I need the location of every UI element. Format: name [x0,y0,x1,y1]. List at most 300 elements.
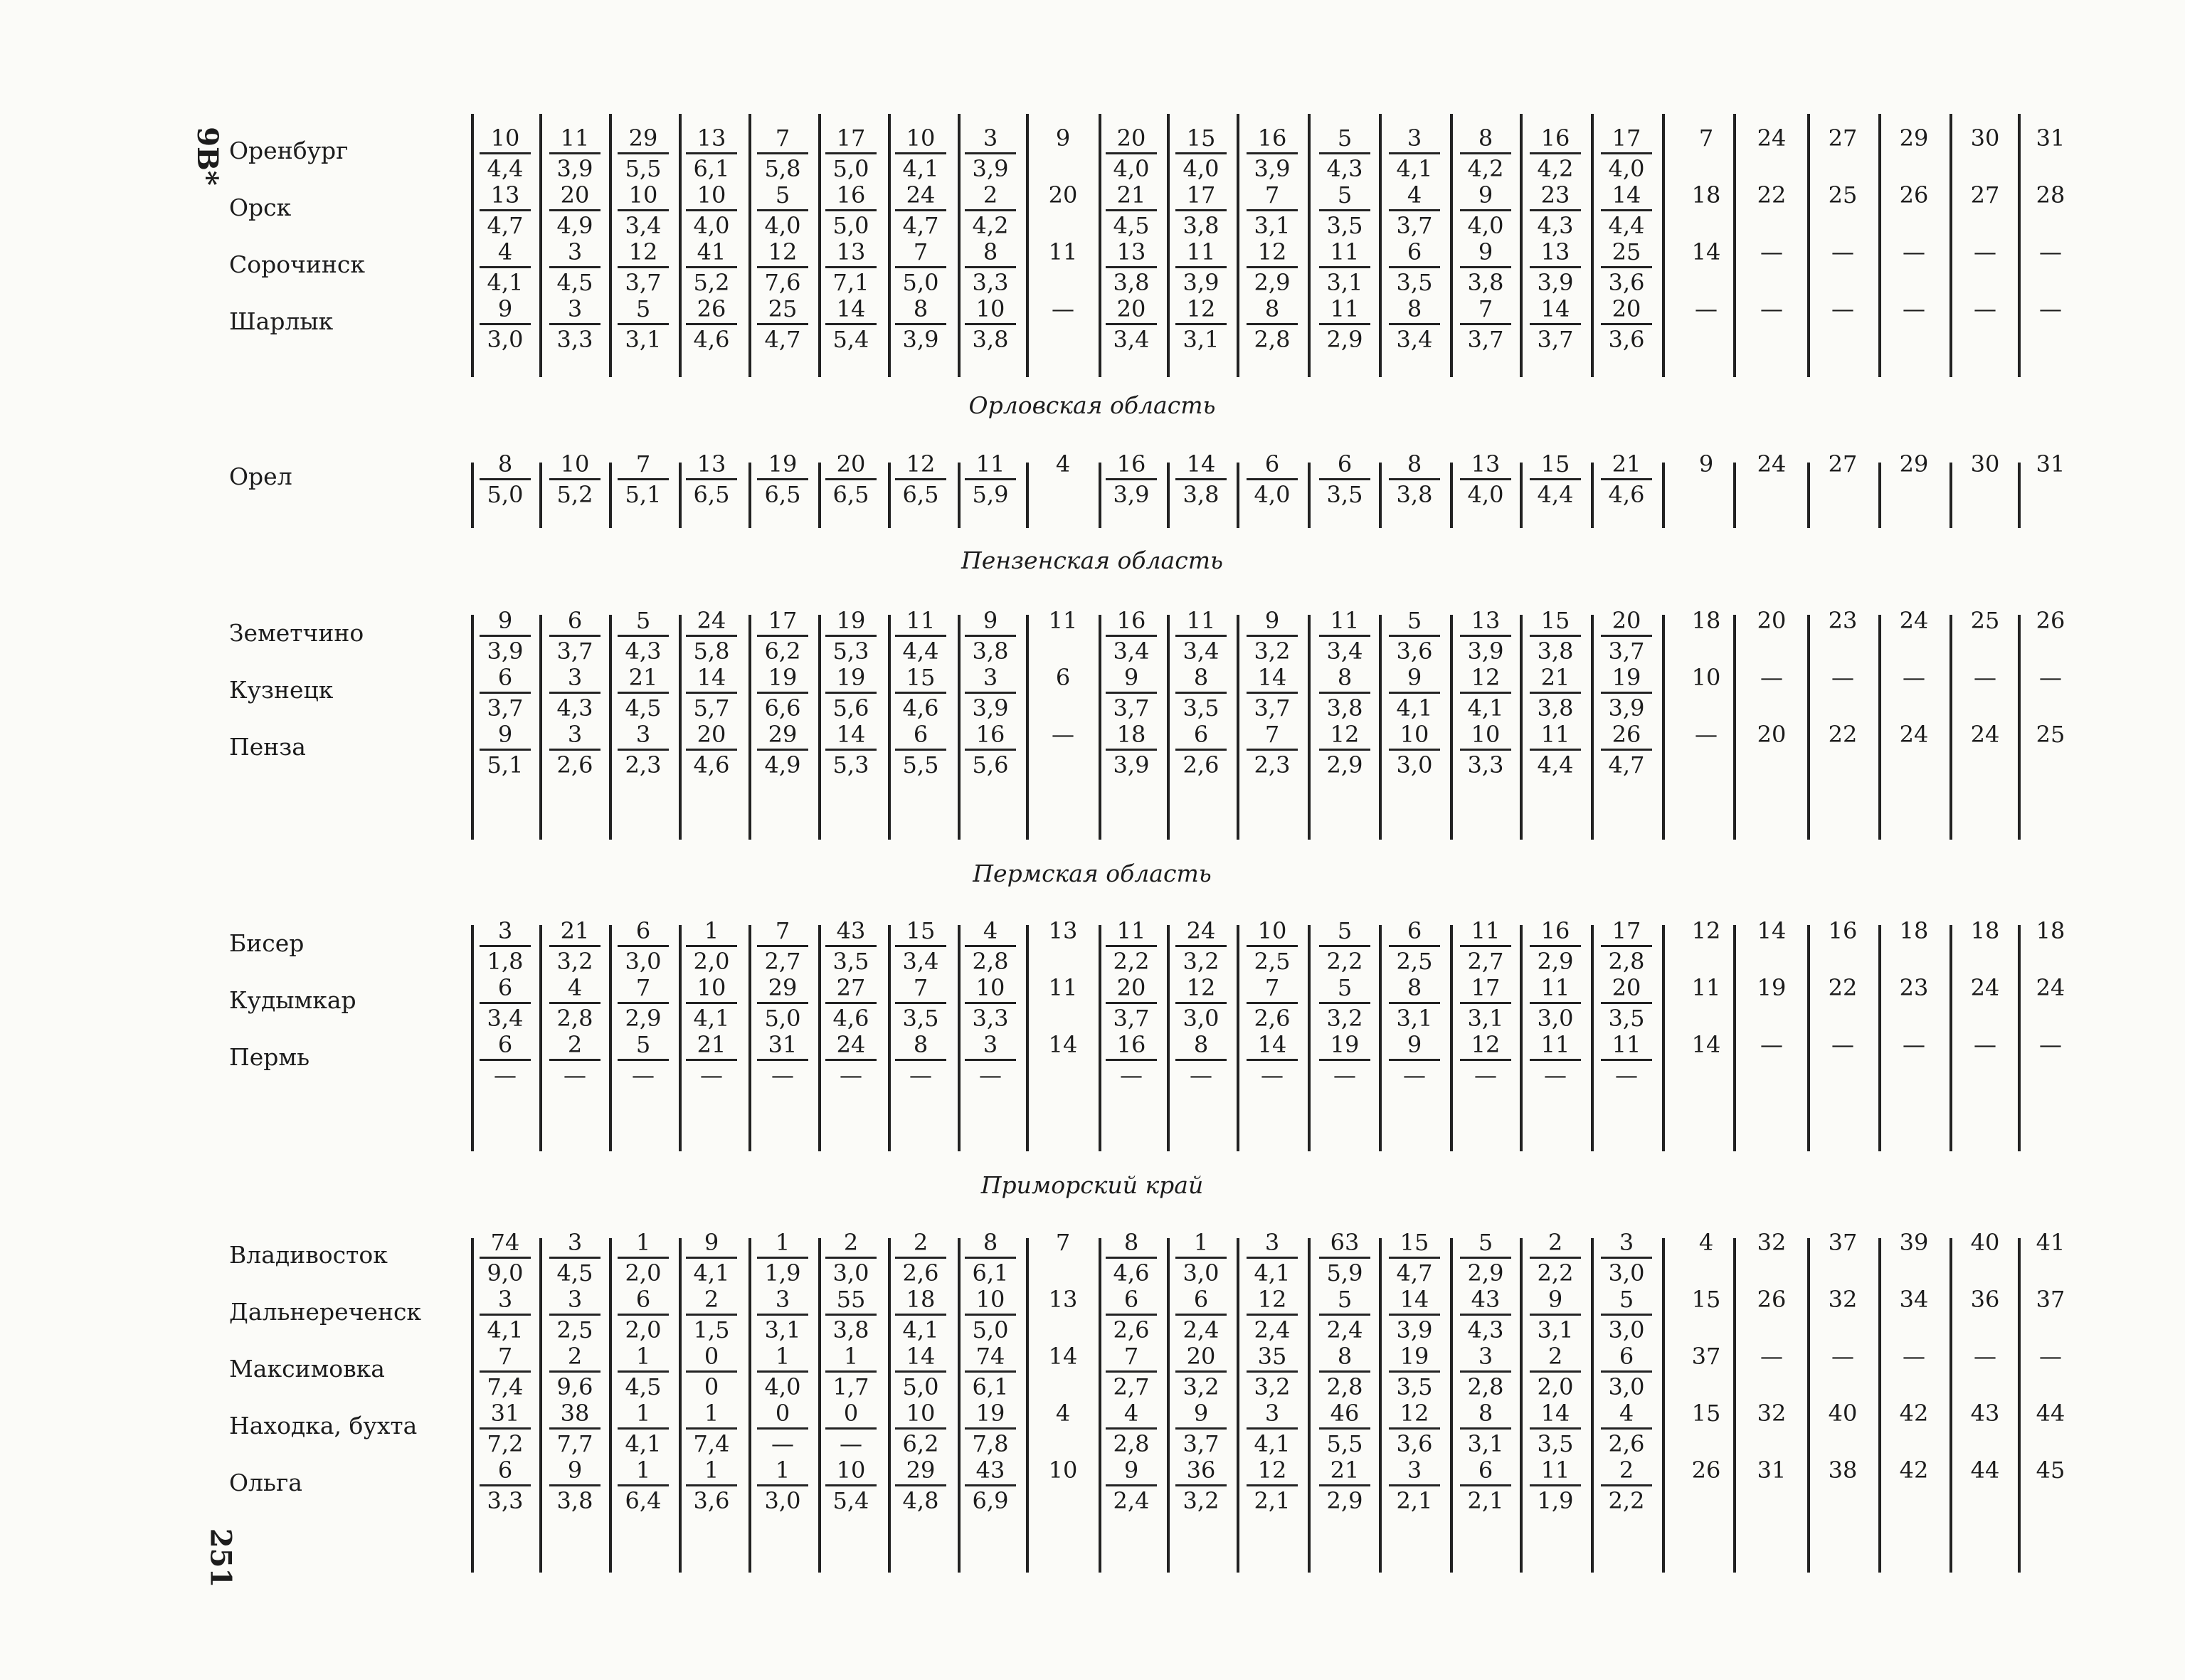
fraction-cell [1386,1228,1443,1287]
value-cell: 4 [1698,1229,1714,1256]
fraction-cell [477,720,534,779]
column-rule [958,1238,961,1573]
fraction-denominator: 2,4 [1113,1487,1150,1514]
fraction-numerator: 6 [1264,450,1280,477]
fraction-denominator: 6,5 [902,481,939,508]
fraction-denominator: 3,7 [556,638,593,665]
region-title: Приморский край [980,1171,1204,1199]
fraction-cell [1244,916,1301,976]
value-cell: 15 [1691,1400,1721,1427]
column-rule [1026,1238,1029,1573]
fraction-numerator: 12 [1471,1031,1501,1058]
fraction-numerator: 16 [1540,125,1570,152]
fraction-denominator: 6,2 [902,1430,939,1457]
fraction-cell [1598,1399,1655,1458]
fraction-cell [683,1342,740,1401]
fraction-denominator: 1,9 [764,1259,801,1287]
fraction-denominator: 2,2 [1608,1487,1645,1514]
value-cell: 20 [1757,607,1787,634]
fraction-denominator: 4,0 [1467,212,1504,239]
fraction-numerator: 11 [1116,917,1146,944]
fraction-cell [615,1456,672,1515]
fraction-denominator: 3,0 [1608,1316,1645,1343]
fraction-denominator: 4,5 [625,694,662,722]
value-cell: 18 [1691,607,1721,634]
fraction-numerator: 10 [975,1286,1005,1313]
column-rule [1591,114,1594,377]
fraction-denominator: — [632,1062,655,1089]
fraction-denominator: 4,2 [972,212,1009,239]
fraction-numerator: 63 [1330,1229,1360,1256]
fraction-denominator: 4,1 [1396,694,1433,722]
fraction-denominator: 2,9 [625,1005,662,1032]
fraction-numerator: 6 [497,1457,513,1484]
fraction-cell [1527,720,1584,779]
fraction-numerator: 11 [560,125,590,152]
fraction-numerator: 3 [1619,1229,1634,1256]
fraction-cell [1173,1456,1229,1515]
fraction-denominator: 2,7 [764,948,801,975]
fraction-denominator: 3,8 [1326,694,1363,722]
fraction-denominator: 3,8 [832,1316,869,1343]
fraction-numerator: 9 [1478,238,1493,265]
fraction-numerator: 1 [635,1343,651,1370]
fraction-cell [1173,1285,1229,1344]
fraction-cell [892,181,949,240]
fraction-numerator: 29 [628,125,658,152]
value-cell: 18 [2036,917,2065,944]
fraction-cell [1457,450,1514,509]
fraction-denominator: 5,6 [972,751,1009,778]
fraction-cell [962,1342,1019,1401]
value-cell: 24 [1899,721,1929,748]
fraction-numerator: 6 [497,664,513,691]
fraction-denominator: 5,5 [625,155,662,182]
fraction-cell [1316,1342,1373,1401]
fraction-denominator: 4,0 [764,1373,801,1400]
column-rule [539,925,542,1151]
fraction-numerator: 3 [567,664,583,691]
fraction-cell [477,973,534,1032]
fraction-cell [1457,1285,1514,1344]
fraction-numerator: 13 [1116,238,1146,265]
fraction-cell [1598,450,1655,509]
fraction-cell [1103,1456,1160,1515]
fraction-cell [1598,663,1655,722]
fraction-numerator: 1 [1193,1229,1209,1256]
value-cell: 22 [1828,721,1858,748]
fraction-numerator: 10 [975,295,1005,322]
fraction-denominator: 1,7 [832,1373,869,1400]
fraction-numerator: 12 [1257,1457,1287,1484]
fraction-numerator: 12 [1257,238,1287,265]
fraction-numerator: 7 [913,974,929,1001]
fraction-numerator: 13 [1471,607,1501,634]
fraction-numerator: 24 [906,181,936,208]
fraction-denominator: 2,0 [625,1316,662,1343]
value-cell: 11 [1048,974,1078,1001]
fraction-denominator: 5,0 [902,269,939,296]
fraction-numerator: 16 [836,181,866,208]
fraction-cell [962,1228,1019,1287]
fraction-numerator: 1 [704,1400,719,1427]
fraction-denominator: 4,1 [1396,155,1433,182]
value-cell: 6 [1055,664,1071,691]
fraction-numerator: 3 [1407,125,1422,152]
value-cell: 31 [1757,1457,1787,1484]
fraction-numerator: 13 [836,238,866,265]
fraction-cell [1173,1342,1229,1401]
fraction-cell [477,606,534,665]
fraction-numerator: 12 [628,238,658,265]
fraction-numerator: 20 [1116,125,1146,152]
fraction-denominator: 4,1 [487,1316,524,1343]
fraction-cell [1598,720,1655,779]
fraction-numerator: 16 [1257,125,1287,152]
station-name: Дальнереченск [229,1298,422,1326]
column-rule [1026,615,1029,840]
fraction-denominator: 5,4 [832,1487,869,1514]
fraction-cell [1103,1228,1160,1287]
fraction-denominator: 4,0 [764,212,801,239]
fraction-denominator: 3,7 [1537,326,1574,353]
value-cell: 30 [1970,450,2000,477]
fraction-denominator: 4,7 [487,212,524,239]
fraction-denominator: 3,4 [625,212,662,239]
fraction-cell [477,181,534,240]
fraction-numerator: 14 [1540,295,1570,322]
fraction-denominator: 3,8 [1537,694,1574,722]
fraction-numerator: 2 [843,1229,859,1256]
fraction-denominator: 6,5 [764,481,801,508]
column-rule [471,615,474,840]
fraction-cell [962,1030,1019,1089]
fraction-denominator: 3,7 [625,269,662,296]
column-rule [609,1238,612,1573]
fraction-numerator: 46 [1330,1400,1360,1427]
column-rule [748,1238,751,1573]
fraction-denominator: — [1333,1062,1356,1089]
fraction-cell [754,1342,811,1401]
fraction-cell [1598,1342,1655,1401]
fraction-numerator: 11 [1330,295,1360,322]
fraction-numerator: 3 [567,1286,583,1313]
fraction-cell [1457,663,1514,722]
fraction-numerator: 8 [1193,1031,1209,1058]
fraction-denominator: 4,1 [693,1259,730,1287]
fraction-cell [477,1342,534,1401]
fraction-denominator: 2,8 [1608,948,1645,975]
value-cell: 27 [1828,450,1858,477]
value-cell: 7 [1055,1229,1071,1256]
fraction-numerator: 8 [913,295,929,322]
fraction-numerator: 12 [1330,721,1360,748]
fraction-cell [892,1342,949,1401]
value-cell: 9 [1698,450,1714,477]
fraction-cell [1527,124,1584,183]
column-rule [748,925,751,1151]
fraction-cell [822,720,879,779]
fraction-denominator: 3,8 [1467,269,1504,296]
fraction-denominator: 5,1 [487,751,524,778]
column-rule [1450,925,1453,1151]
fraction-numerator: 2 [1619,1457,1634,1484]
fraction-numerator: 7 [775,125,790,152]
station-name: Кузнецк [229,676,334,704]
fraction-numerator: 20 [697,721,726,748]
fraction-numerator: 9 [567,1457,583,1484]
column-rule [1878,1238,1881,1573]
fraction-numerator: 9 [1123,1457,1139,1484]
fraction-denominator: 5,0 [902,1373,939,1400]
fraction-cell [477,1456,534,1515]
fraction-denominator: 3,1 [1254,212,1291,239]
region-title: Орловская область [968,391,1216,419]
fraction-denominator: 3,1 [1326,269,1363,296]
fraction-cell [477,916,534,976]
region-title: Пермская область [973,860,1212,887]
value-cell: 43 [1970,1400,2000,1427]
fraction-denominator: 2,6 [1183,751,1220,778]
fraction-denominator: 5,0 [972,1316,1009,1343]
fraction-numerator: 13 [1540,238,1570,265]
fraction-cell [962,973,1019,1032]
fraction-cell [1598,916,1655,976]
fraction-numerator: 10 [697,974,726,1001]
value-cell: 23 [1899,974,1929,1001]
fraction-denominator: 3,0 [764,1487,801,1514]
column-rule [1099,114,1101,377]
fraction-cell [822,124,879,183]
fraction-denominator: 4,7 [1396,1259,1433,1287]
column-rule [888,925,891,1151]
fraction-cell [1103,720,1160,779]
fraction-cell [1316,1399,1373,1458]
fraction-cell [1386,916,1443,976]
fraction-cell [1527,181,1584,240]
fraction-denominator: 4,7 [902,212,939,239]
fraction-cell [1173,238,1229,297]
fraction-numerator: 20 [1186,1343,1216,1370]
fraction-numerator: 5 [1407,607,1422,634]
fraction-cell [892,295,949,354]
fraction-denominator: 4,7 [764,326,801,353]
fraction-numerator: 2 [913,1229,929,1256]
fraction-cell [1598,973,1655,1032]
fraction-denominator: 3,3 [972,1005,1009,1032]
column-rule [1099,925,1101,1151]
value-cell: 32 [1828,1286,1858,1313]
column-rule [539,463,542,528]
fraction-denominator: 2,0 [625,1259,662,1287]
fraction-denominator: 5,8 [764,155,801,182]
fraction-denominator: 2,7 [1467,948,1504,975]
fraction-numerator: 10 [975,974,1005,1001]
value-cell: 37 [2036,1286,2065,1313]
fraction-denominator: 3,4 [1396,326,1433,353]
fraction-cell [1244,1285,1301,1344]
fraction-denominator: 4,0 [1254,481,1291,508]
fraction-numerator: 7 [497,1343,513,1370]
fraction-numerator: 14 [1400,1286,1429,1313]
fraction-denominator: 4,3 [1326,155,1363,182]
column-rule [1949,1238,1952,1573]
fraction-denominator: 2,6 [1608,1430,1645,1457]
region-title: Пензенская область [961,546,1223,574]
fraction-numerator: 7 [635,974,651,1001]
fraction-denominator: 2,5 [1396,948,1433,975]
column-rule [1591,1238,1594,1573]
value-cell: 18 [1970,917,2000,944]
fraction-numerator: 6 [497,1031,513,1058]
fraction-cell [1103,916,1160,976]
value-cell: 42 [1899,1400,1929,1427]
value-cell: — [2039,1343,2062,1370]
value-cell: 18 [1691,181,1721,208]
fraction-numerator: 5 [635,295,651,322]
fraction-numerator: 2 [567,1031,583,1058]
fraction-numerator: 4 [983,917,998,944]
fraction-cell [546,663,603,722]
fraction-numerator: 1 [635,1400,651,1427]
column-rule [1591,463,1594,528]
fraction-denominator: 3,5 [1326,212,1363,239]
fraction-numerator: 3 [497,1286,513,1313]
fraction-cell [1527,238,1584,297]
column-rule [471,1238,474,1573]
column-rule [1949,463,1952,528]
fraction-cell [615,1342,672,1401]
value-cell: — [1903,1031,1925,1058]
fraction-numerator: 10 [560,450,590,477]
fraction-numerator: 6 [635,917,651,944]
fraction-numerator: 5 [1337,974,1353,1001]
fraction-numerator: 17 [836,125,866,152]
fraction-numerator: 6 [1337,450,1353,477]
fraction-numerator: 15 [1540,450,1570,477]
fraction-cell [1457,1228,1514,1287]
fraction-denominator: 4,0 [1467,481,1504,508]
fraction-cell [1386,124,1443,183]
fraction-cell [1173,916,1229,976]
value-cell: 24 [1970,721,2000,748]
value-cell: 37 [1828,1229,1858,1256]
fraction-denominator: 3,0 [1396,751,1433,778]
fraction-denominator: 2,9 [1326,326,1363,353]
station-name: Бисер [229,929,305,957]
fraction-cell [754,295,811,354]
fraction-cell [477,1228,534,1287]
fraction-numerator: 20 [1116,974,1146,1001]
value-cell: 23 [1828,607,1858,634]
fraction-numerator: 5 [775,181,790,208]
fraction-cell [1457,295,1514,354]
fraction-numerator: 9 [1478,181,1493,208]
fraction-cell [1457,720,1514,779]
fraction-numerator: 10 [836,1457,866,1484]
fraction-denominator: 6,1 [972,1259,1009,1287]
value-cell: — [1760,295,1783,322]
fraction-numerator: 8 [1123,1229,1139,1256]
station-name: Земетчино [229,619,364,647]
station-name: Шарлык [229,307,334,335]
fraction-denominator: 3,1 [625,326,662,353]
fraction-cell [1527,663,1584,722]
fraction-denominator: 2,1 [1254,1487,1291,1514]
fraction-cell [615,1285,672,1344]
fraction-denominator: 3,6 [1396,1430,1433,1457]
fraction-numerator: 11 [1330,607,1360,634]
value-cell: 11 [1048,607,1078,634]
column-rule [818,463,821,528]
fraction-denominator: 3,4 [1113,638,1150,665]
fraction-denominator: 3,8 [1396,481,1433,508]
fraction-numerator: 9 [1123,664,1139,691]
column-rule [471,114,474,377]
fraction-cell [683,1228,740,1287]
value-cell: — [1974,664,1996,691]
value-cell: 25 [1828,181,1858,208]
fraction-numerator: 4 [1407,181,1422,208]
fraction-cell [1598,1030,1655,1089]
fraction-denominator: 5,9 [1326,1259,1363,1287]
fraction-cell [892,1285,949,1344]
fraction-denominator: 2,2 [1537,1259,1574,1287]
fraction-denominator: 2,7 [1113,1373,1150,1400]
fraction-cell [683,450,740,509]
fraction-numerator: 0 [843,1400,859,1427]
value-cell: 26 [1757,1286,1787,1313]
fraction-cell [546,295,603,354]
fraction-denominator: 6,1 [972,1373,1009,1400]
fraction-cell [546,238,603,297]
fraction-cell [546,973,603,1032]
fraction-numerator: 10 [1257,917,1287,944]
fraction-cell [1527,295,1584,354]
fraction-denominator: 3,7 [1183,1430,1220,1457]
value-cell: 20 [1757,721,1787,748]
fraction-cell [892,916,949,976]
fraction-cell [1173,663,1229,722]
fraction-cell [1598,295,1655,354]
value-cell: 31 [2036,125,2065,152]
value-cell: 24 [1757,125,1787,152]
fraction-denominator: 4,1 [1467,694,1504,722]
fraction-numerator: 6 [567,607,583,634]
fraction-cell [1457,1342,1514,1401]
fraction-numerator: 5 [1337,181,1353,208]
fraction-numerator: 1 [704,917,719,944]
fraction-numerator: 10 [490,125,520,152]
fraction-numerator: 2 [567,1343,583,1370]
fraction-denominator: 4,4 [1537,751,1574,778]
fraction-denominator: 4,0 [693,212,730,239]
fraction-cell [1527,1456,1584,1515]
fraction-numerator: 7 [635,450,651,477]
value-cell: 22 [1757,181,1787,208]
fraction-numerator: 21 [697,1031,726,1058]
fraction-cell [615,1399,672,1458]
fraction-cell [1527,1285,1584,1344]
fraction-denominator: — [1261,1062,1284,1089]
fraction-numerator: 21 [1540,664,1570,691]
fraction-denominator: 4,6 [1113,1259,1150,1287]
fraction-numerator: 21 [560,917,590,944]
station-name: Оренбург [229,137,349,164]
fraction-numerator: 3 [1407,1457,1422,1484]
fraction-cell [754,973,811,1032]
fraction-cell [1244,238,1301,297]
